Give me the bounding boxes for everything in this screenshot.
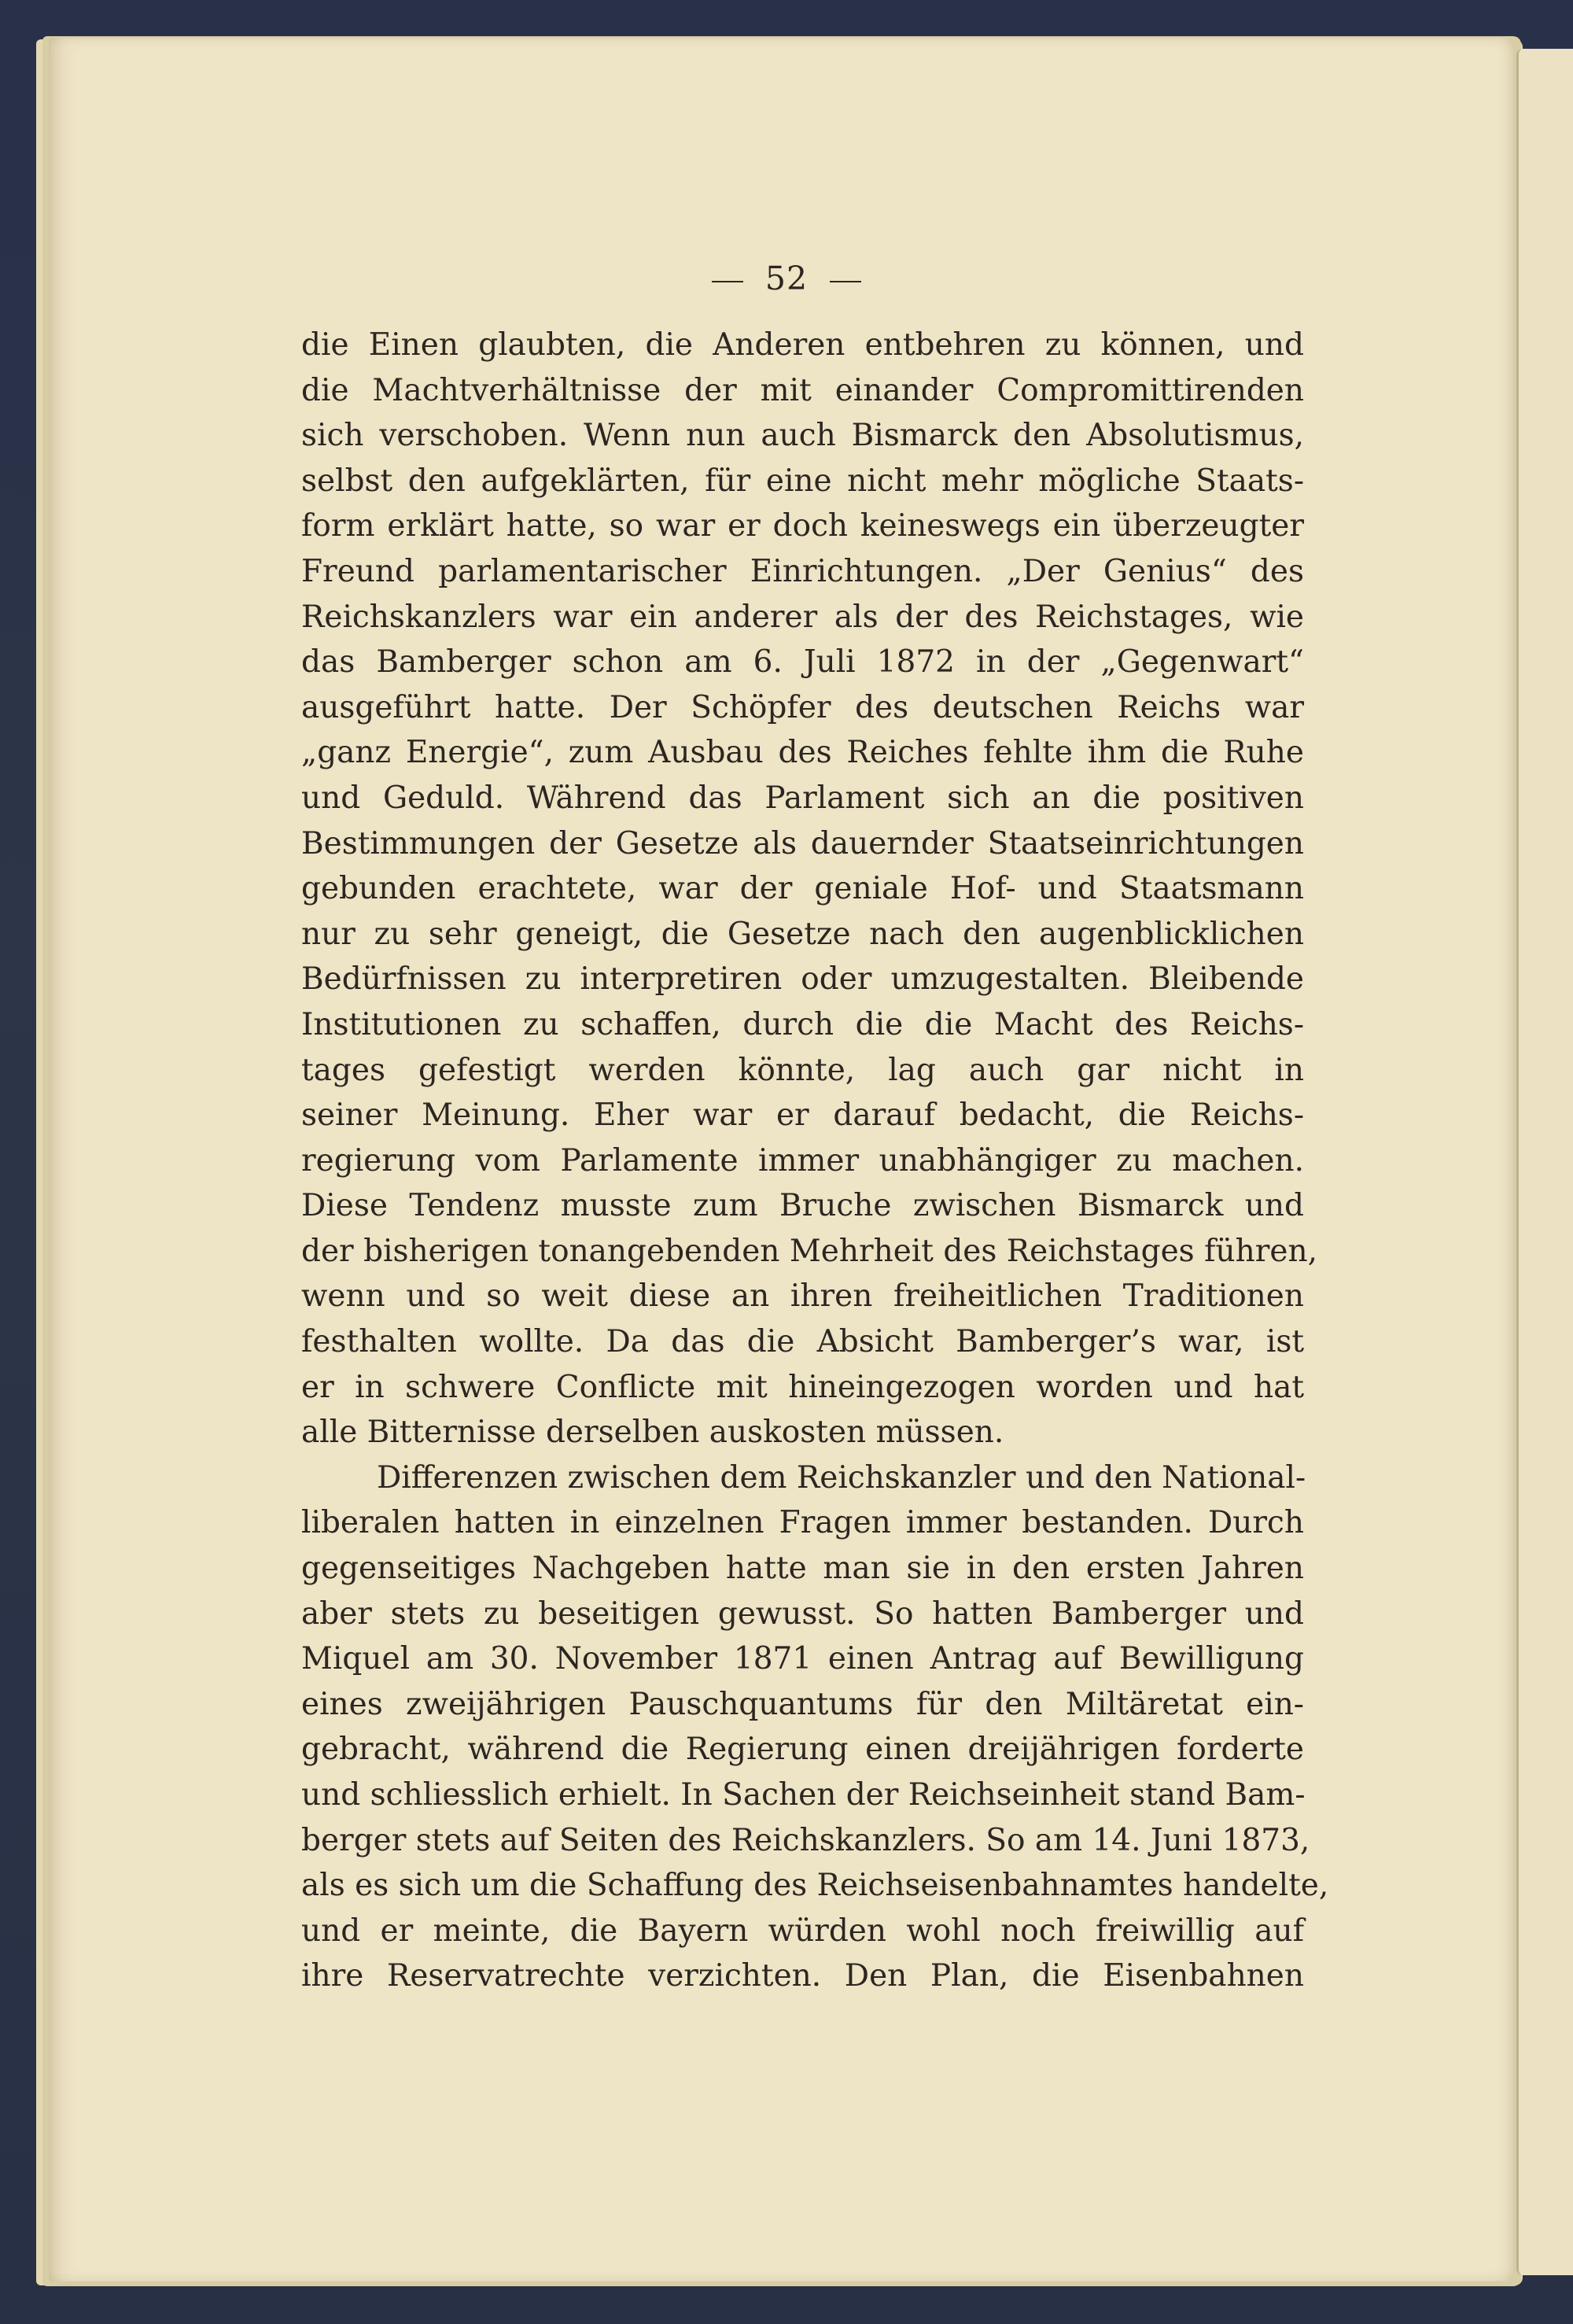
text-line: sich verschoben. Wenn nun auch Bismarck den Absolutismus, bbox=[301, 418, 1304, 454]
text-line: Bedürfnissen zu interpretiren oder umzugestalten. Bleibende bbox=[301, 961, 1304, 998]
text-line: ihre Reservatrechte verzichten. Den Plan, die Eisenbahnen bbox=[301, 1958, 1304, 1994]
text-line: und schliesslich erhielt. In Sachen der Reichseinheit stand Bam- bbox=[301, 1777, 1306, 1813]
text-line: gebunden erachtete, war der geniale Hof- und Staatsmann bbox=[301, 871, 1304, 907]
text-line: eines zweijährigen Pauschquantums für den Miltäretat ein- bbox=[301, 1686, 1304, 1722]
text-line: regierung vom Parlamente immer unabhängiger zu machen. bbox=[301, 1142, 1304, 1179]
text-line: seiner Meinung. Eher war er darauf bedacht, die Reichs- bbox=[301, 1097, 1304, 1134]
text-line: er in schwere Conflicte mit hineingezogen worden und hat bbox=[301, 1369, 1304, 1405]
text-line: nur zu sehr geneigt, die Gesetze nach den augenblicklichen bbox=[301, 916, 1304, 952]
text-line: Freund parlamentarischer Einrichtungen. „Der Genius“ des bbox=[301, 553, 1304, 589]
text-line: „ganz Energie“, zum Ausbau des Reiches fehlte ihm die Ruhe bbox=[301, 735, 1304, 771]
text-line: und er meinte, die Bayern würden wohl noch freiwillig auf bbox=[301, 1913, 1304, 1949]
text-line: der bisherigen tonangebenden Mehrheit des Reichstages führen, bbox=[301, 1233, 1317, 1269]
adjacent-page-edge bbox=[1516, 49, 1573, 2275]
text-line: die Einen glaubten, die Anderen entbehren zu können, und bbox=[301, 327, 1304, 363]
text-line: festhalten wollte. Da das die Absicht Bamberger’s war, ist bbox=[301, 1324, 1304, 1360]
text-line: Differenzen zwischen dem Reichskanzler und den National- bbox=[377, 1459, 1306, 1496]
header-dash-right bbox=[830, 281, 861, 282]
text-line: als es sich um die Schaffung des Reichseisenbahnamtes handelte, bbox=[301, 1868, 1329, 1904]
text-line: berger stets auf Seiten des Reichskanzlers. So am 14. Juni 1873, bbox=[301, 1822, 1310, 1858]
text-line: form erklärt hatte, so war er doch keineswegs ein überzeugter bbox=[301, 508, 1304, 544]
text-line: gebracht, während die Regierung einen dreijährigen forderte bbox=[301, 1732, 1304, 1768]
text-line: wenn und so weit diese an ihren freiheitlichen Traditionen bbox=[301, 1278, 1304, 1315]
body-text bbox=[301, 323, 1329, 1999]
text-line: selbst den aufgeklärten, für eine nicht mehr mögliche Staats- bbox=[301, 463, 1304, 499]
text-line: tages gefestigt werden könnte, lag auch gar nicht in bbox=[301, 1052, 1304, 1088]
text-line: Bestimmungen der Gesetze als dauernder Staatseinrichtungen bbox=[301, 825, 1304, 861]
text-line: gegenseitiges Nachgeben hatte man sie in den ersten Jahren bbox=[301, 1551, 1304, 1587]
page-number-header bbox=[0, 260, 1573, 297]
text-line: aber stets zu beseitigen gewusst. So hatten Bamberger und bbox=[301, 1595, 1304, 1632]
text-line: das Bamberger schon am 6. Juli 1872 in der „Gegenwart“ bbox=[301, 644, 1304, 681]
text-line: liberalen hatten in einzelnen Fragen immer bestanden. Durch bbox=[301, 1505, 1304, 1541]
text-line: alle Bitternisse derselben auskosten müssen. bbox=[301, 1415, 1004, 1451]
header-dash-left bbox=[712, 281, 743, 282]
text-line: Institutionen zu schaffen, durch die die Macht des Reichs- bbox=[301, 1006, 1304, 1042]
text-line: Reichskanzlers war ein anderer als der des Reichstages, wie bbox=[301, 599, 1304, 635]
text-line: und Geduld. Während das Parlament sich an die positiven bbox=[301, 780, 1304, 816]
text-line: ausgeführt hatte. Der Schöpfer des deutschen Reichs war bbox=[301, 689, 1304, 725]
text-line: die Machtverhältnisse der mit einander Compromittirenden bbox=[301, 372, 1304, 408]
text-line: Miquel am 30. November 1871 einen Antrag auf Bewilligung bbox=[301, 1641, 1304, 1677]
text-line: Diese Tendenz musste zum Bruche zwischen Bismarck und bbox=[301, 1188, 1304, 1224]
page-number: 52 bbox=[764, 260, 809, 297]
